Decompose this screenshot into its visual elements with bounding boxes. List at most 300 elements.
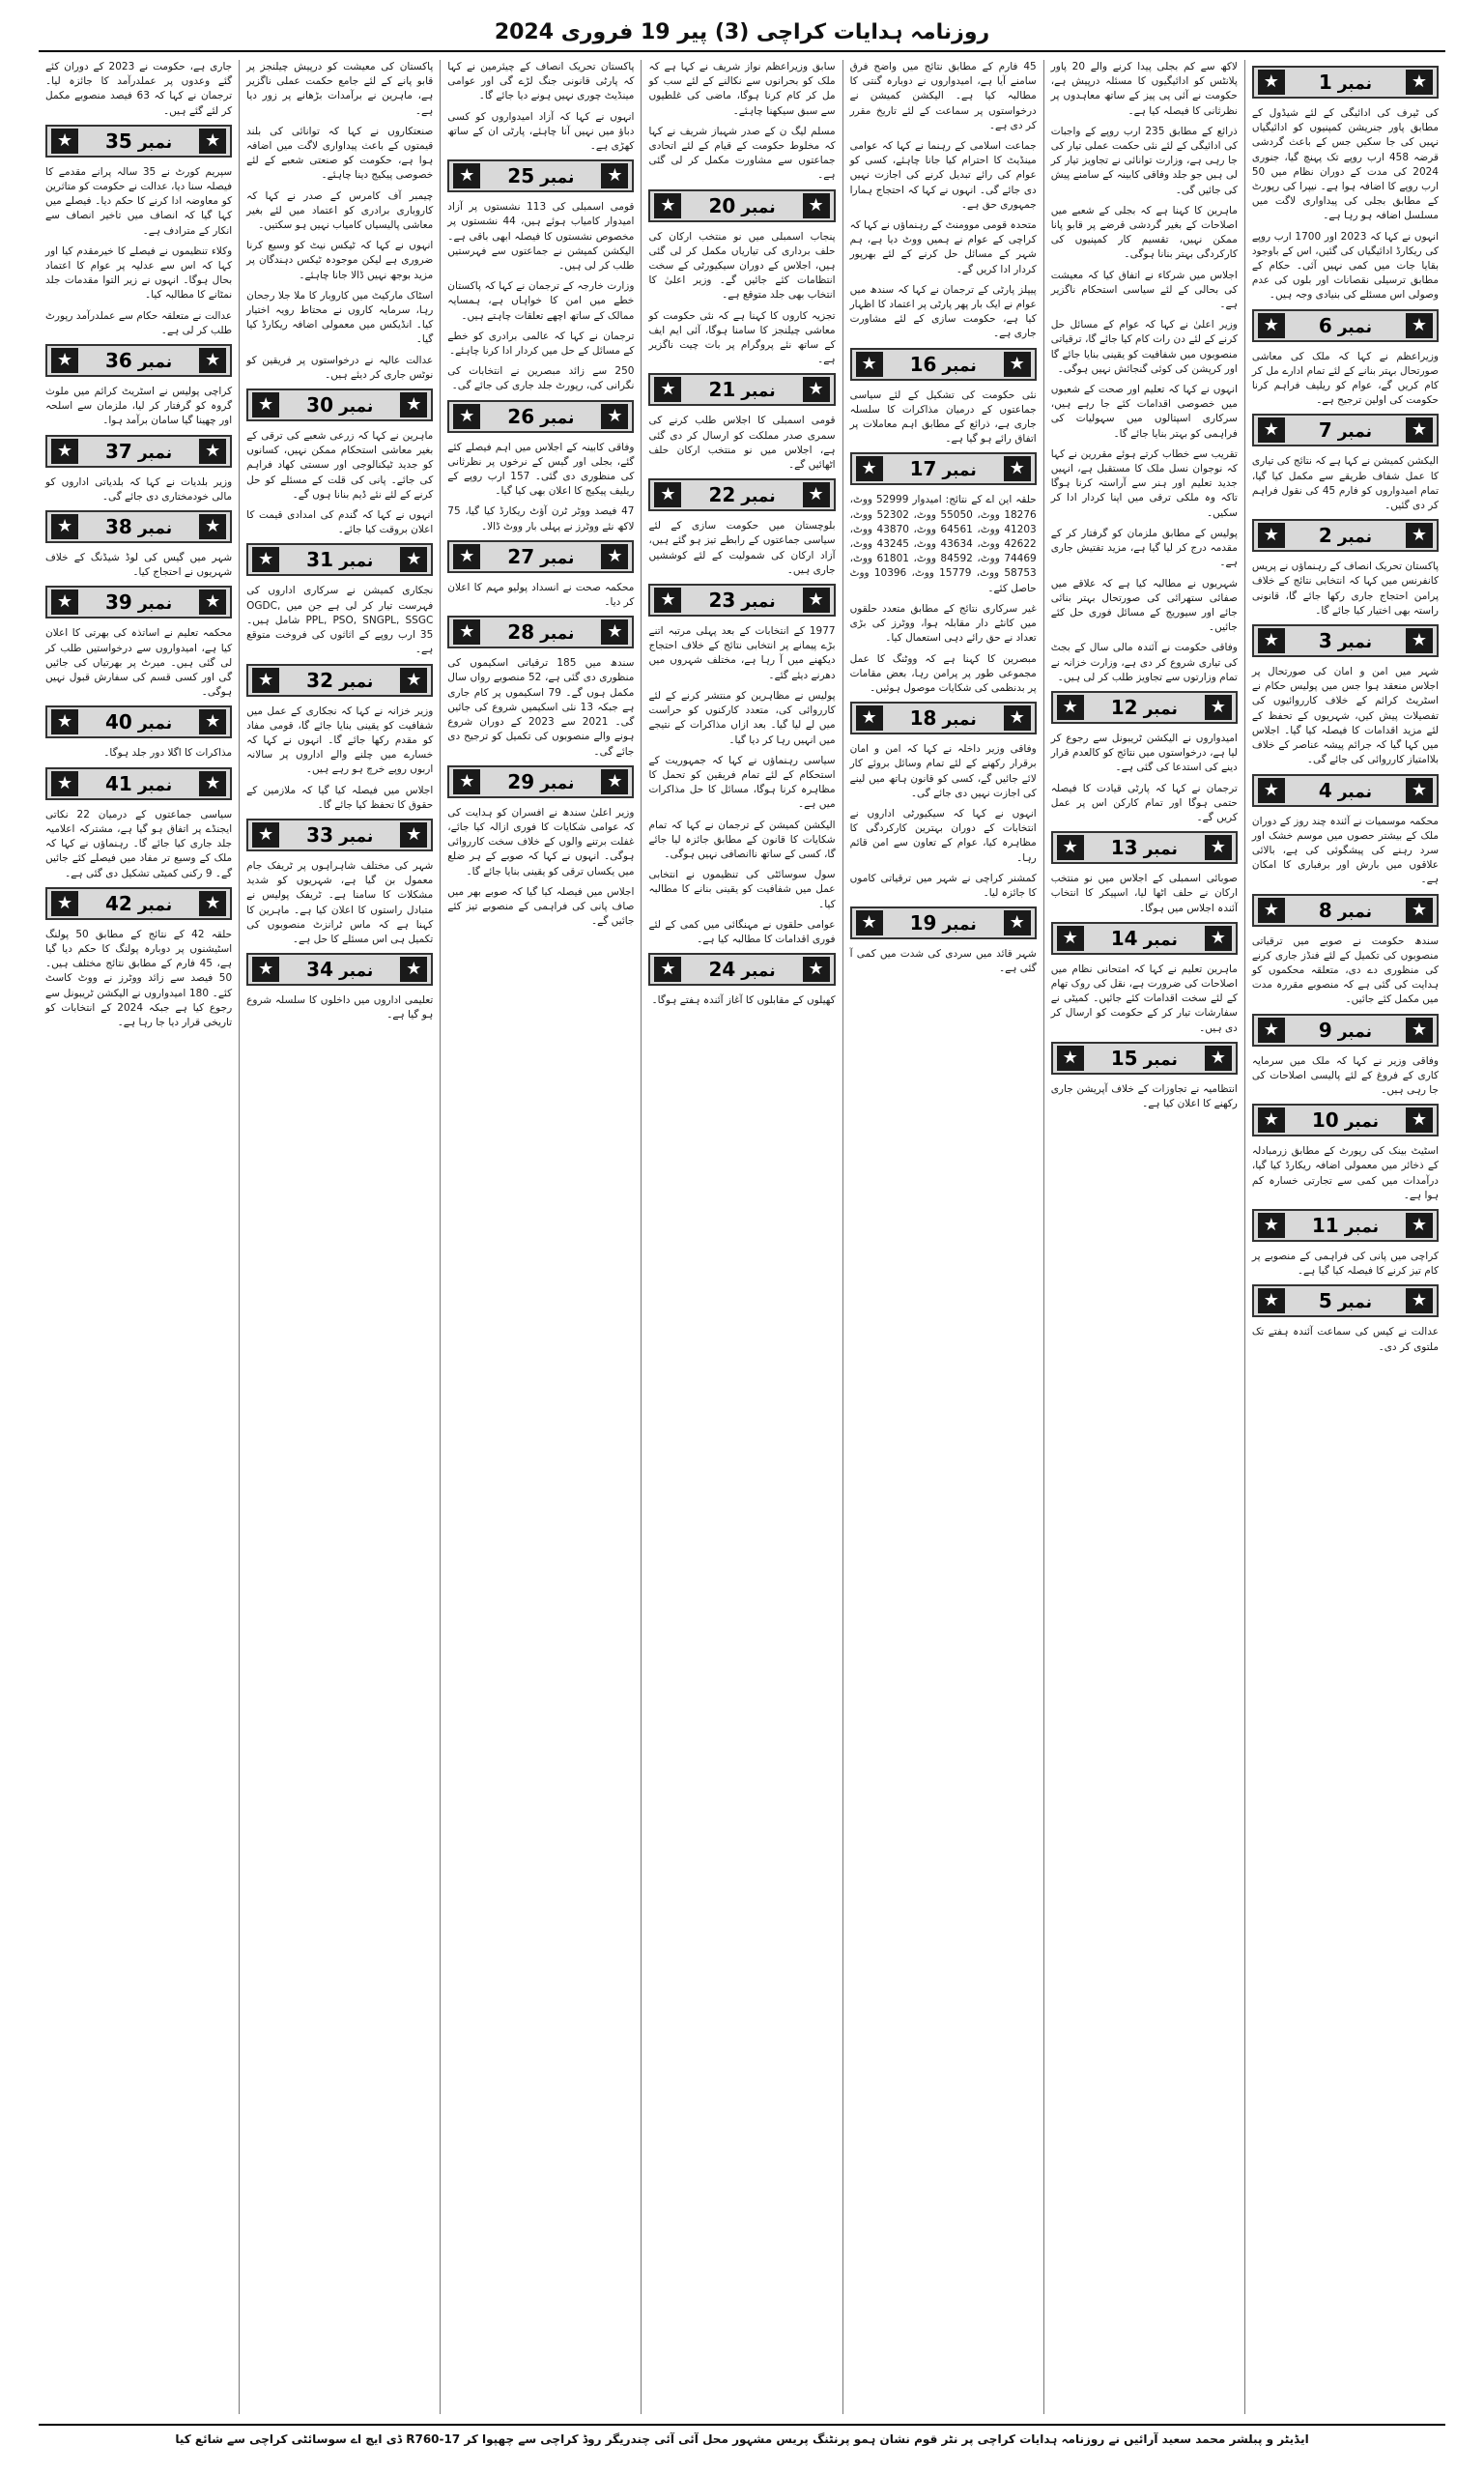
number-word: نمبر bbox=[741, 382, 776, 402]
star-icon: ★ bbox=[453, 544, 480, 569]
news-paragraph: شہر میں امن و امان کی صورتحال پر اجلاس منعقد ہوا جس میں پولیس حکام نے اسٹریٹ کرائم کے خلاف کارروائیوں کی تفصیلات پیش کیں، شہریوں کے تحفظ کے لئے مزید اقدامات کا فیصلہ کیا گیا۔ اجلاس میں کہا گیا کہ جرائم پیشہ عناصر کے خلاف بلاامتیاز کارروائی کی جائے گی۔ bbox=[1251, 666, 1439, 766]
news-paragraph: ذرائع کے مطابق 235 ارب روپے کے واجبات کی ادائیگی کے لئے نئی حکمت عملی تیار کی جا رہی ہے، وزارت توانائی نے تجاویز تیار کر لی ہیں جو جلد وفاقی کابینہ کے سامنے پیش کی جائیں گی۔ bbox=[1050, 125, 1238, 196]
item-number-label bbox=[78, 440, 199, 463]
item-number-label bbox=[681, 958, 802, 981]
number-word: نمبر bbox=[1337, 528, 1373, 548]
number-word: نمبر bbox=[1337, 1021, 1373, 1042]
news-paragraph: انہوں نے کہا کہ ٹیکس نیٹ کو وسیع کرنا ضروری ہے لیکن موجودہ ٹیکس دہندگان پر مزید بوجھ نہیں ڈالا جانا چاہئے۔ bbox=[246, 240, 434, 281]
item-number-box bbox=[1252, 519, 1439, 552]
item-number-box bbox=[246, 664, 433, 697]
star-icon: ★ bbox=[400, 668, 427, 693]
number-word: نمبر bbox=[137, 132, 173, 153]
item-number: 24 bbox=[708, 958, 736, 982]
item-number-box bbox=[1252, 1104, 1439, 1136]
item-number-box bbox=[1252, 66, 1439, 99]
star-icon: ★ bbox=[1258, 778, 1285, 803]
news-column bbox=[842, 60, 1043, 2414]
item-number-box bbox=[648, 478, 835, 511]
item-number: 1 bbox=[1318, 71, 1332, 94]
star-icon: ★ bbox=[856, 456, 883, 481]
news-paragraph: نجکاری کمیشن نے سرکاری اداروں کی فہرست تیار کر لی ہے جن میں OGDC, PPL, PSO, SNGPL, SSGC شامل ہیں۔ 35 ارب روپے کے اثاثوں کی فروخت متوقع ہے۔ bbox=[246, 585, 434, 656]
number-word: نمبر bbox=[339, 552, 374, 572]
number-word: نمبر bbox=[137, 714, 173, 734]
item-number-box bbox=[45, 887, 232, 920]
star-icon: ★ bbox=[400, 957, 427, 982]
number-word: نمبر bbox=[540, 168, 575, 188]
news-paragraph: انہوں نے کہا کہ گندم کی امدادی قیمت کا اعلان بروقت کیا جائے۔ bbox=[246, 509, 434, 536]
star-icon: ★ bbox=[1258, 628, 1285, 653]
star-icon: ★ bbox=[400, 547, 427, 572]
item-number-label bbox=[883, 457, 1004, 480]
item-number-label bbox=[1285, 524, 1406, 547]
star-icon: ★ bbox=[1406, 778, 1433, 803]
item-number-box bbox=[447, 616, 634, 648]
star-icon: ★ bbox=[1406, 1108, 1433, 1133]
item-number-label bbox=[681, 483, 802, 506]
item-number: 20 bbox=[708, 193, 736, 217]
item-number-label bbox=[883, 911, 1004, 935]
item-number-label bbox=[681, 378, 802, 401]
news-paragraph: کراچی پولیس نے اسٹریٹ کرائم میں ملوث گروہ کو گرفتار کر لیا، ملزمان سے اسلحہ اور چھینا گیا سامان برآمد ہوا۔ bbox=[45, 386, 233, 427]
star-icon: ★ bbox=[1004, 352, 1031, 377]
item-number: 42 bbox=[105, 891, 132, 915]
item-number-label bbox=[1285, 1214, 1406, 1237]
star-icon: ★ bbox=[803, 482, 830, 507]
item-number: 8 bbox=[1318, 898, 1332, 922]
number-word: نمبر bbox=[137, 895, 173, 915]
item-number: 35 bbox=[105, 129, 132, 153]
item-number-box bbox=[1252, 894, 1439, 927]
item-number: 11 bbox=[1311, 1213, 1339, 1237]
item-number: 36 bbox=[105, 349, 132, 373]
item-number-box bbox=[45, 767, 232, 800]
star-icon: ★ bbox=[453, 619, 480, 645]
item-number: 27 bbox=[507, 544, 535, 568]
news-paragraph: کراچی میں پانی کی فراہمی کے منصوبے پر کام تیز کرنے کا فیصلہ کیا گیا ہے۔ bbox=[1251, 1250, 1439, 1278]
star-icon: ★ bbox=[654, 957, 681, 982]
item-number-label bbox=[480, 405, 601, 428]
star-icon: ★ bbox=[1205, 835, 1232, 860]
star-icon: ★ bbox=[1258, 1288, 1285, 1313]
star-icon: ★ bbox=[1205, 695, 1232, 720]
star-icon: ★ bbox=[51, 709, 78, 734]
news-column bbox=[641, 60, 842, 2414]
star-icon: ★ bbox=[1258, 523, 1285, 548]
item-number: 38 bbox=[105, 515, 132, 539]
news-paragraph: الیکشن کمیشن کے ترجمان نے کہا کہ تمام شکایات کا قانون کے مطابق جائزہ لیا جائے گا، کسی کے ساتھ ناانصافی نہیں ہوگی۔ bbox=[648, 819, 836, 860]
number-word: نمبر bbox=[339, 397, 374, 417]
news-paragraph: وزیراعظم نے کہا کہ ملک کی معاشی صورتحال بہتر بنانے کے لئے تمام ادارے مل کر کام کریں گے، عوام کو ریلیف فراہم کرنا حکومت کی اولین ترجیح ہے۔ bbox=[1251, 350, 1439, 407]
item-number: 39 bbox=[105, 590, 132, 615]
news-paragraph: ترجمان نے کہا کہ پارٹی قیادت کا فیصلہ حتمی ہوگا اور تمام کارکن اس پر عمل کریں گے۔ bbox=[1050, 782, 1238, 823]
item-number-box bbox=[246, 543, 433, 576]
star-icon: ★ bbox=[1406, 417, 1433, 443]
item-number-box bbox=[447, 400, 634, 433]
star-icon: ★ bbox=[1205, 926, 1232, 951]
item-number-box bbox=[246, 953, 433, 986]
star-icon: ★ bbox=[1258, 70, 1285, 95]
item-number-label bbox=[279, 393, 400, 417]
news-paragraph: سیاسی جماعتوں کے درمیان 22 نکاتی ایجنڈے پر اتفاق ہو گیا ہے، مشترکہ اعلامیہ جلد جاری کیا جائے گا۔ رہنماؤں نے کہا کہ ملک کے وسیع تر مفاد میں فیصلے کئے جائیں گے۔ 9 رکنی کمیٹی تشکیل دی گئی ہے۔ bbox=[45, 808, 233, 879]
star-icon: ★ bbox=[1258, 1213, 1285, 1238]
news-paragraph: جماعت اسلامی کے رہنما نے کہا کہ عوامی مینڈیٹ کا احترام کیا جانا چاہئے، کسی کو عوام کی رائے تبدیل کرنے کی اجازت نہیں دی جائے گی۔ انہوں نے کہا کہ احتجاج ہمارا جمہوری حق ہے۔ bbox=[849, 140, 1037, 211]
item-number-box bbox=[648, 189, 835, 222]
item-number: 4 bbox=[1318, 778, 1332, 802]
star-icon: ★ bbox=[252, 822, 279, 848]
star-icon: ★ bbox=[1406, 898, 1433, 923]
news-paragraph: اجلاس میں فیصلہ کیا گیا کہ صوبے بھر میں صاف پانی کی فراہمی کے منصوبے تیز کئے جائیں گے۔ bbox=[447, 885, 635, 928]
news-paragraph: نئی حکومت کی تشکیل کے لئے سیاسی جماعتوں کے درمیان مذاکرات کا سلسلہ جاری ہے، ذرائع کے مطابق اہم معاملات پر اتفاق رائے ہو گیا ہے۔ bbox=[849, 388, 1037, 446]
star-icon: ★ bbox=[51, 891, 78, 916]
news-paragraph: وزیر اعلیٰ نے کہا کہ عوام کے مسائل حل کرنے کے لئے دن رات کام کیا جائے گا، ترقیاتی منصوبوں میں شفافیت کو یقینی بنایا جائے گا اور کرپشن کی کوئی گنجائش نہیں ہوگی۔ bbox=[1050, 319, 1238, 375]
star-icon: ★ bbox=[601, 163, 628, 188]
star-icon: ★ bbox=[1258, 898, 1285, 923]
news-paragraph: الیکشن کمیشن نے کہا ہے کہ نتائج کی تیاری کا عمل شفاف طریقے سے مکمل کیا گیا، تمام امیدواروں کو فارم 45 کی نقول فراہم کر دی گئیں۔ bbox=[1251, 455, 1439, 512]
star-icon: ★ bbox=[1057, 1046, 1084, 1071]
item-number-label bbox=[78, 892, 199, 915]
item-number-box bbox=[45, 125, 232, 158]
item-number-label bbox=[1084, 927, 1205, 950]
number-word: نمبر bbox=[339, 672, 374, 692]
number-word: نمبر bbox=[741, 197, 776, 217]
star-icon: ★ bbox=[601, 404, 628, 429]
star-icon: ★ bbox=[199, 348, 226, 373]
news-paragraph: اجلاس میں شرکاء نے اتفاق کیا کہ معیشت کی بحالی کے لئے سیاسی استحکام ناگزیر ہے۔ bbox=[1050, 269, 1238, 311]
item-number: 2 bbox=[1318, 524, 1332, 548]
item-number-label bbox=[883, 353, 1004, 376]
item-number-box bbox=[850, 702, 1037, 734]
item-number: 10 bbox=[1311, 1108, 1339, 1133]
item-number-box bbox=[1051, 831, 1238, 864]
star-icon: ★ bbox=[400, 392, 427, 417]
news-paragraph: وزیر اعلیٰ سندھ نے افسران کو ہدایت کی کہ عوامی شکایات کا فوری ازالہ کیا جائے، غفلت برتنے والوں کے خلاف سخت کارروائی ہوگی۔ انہوں نے کہا کہ صوبے کے ہر ضلع میں یکساں ترقی کو یقینی بنایا جائے گا۔ bbox=[447, 806, 635, 877]
news-paragraph: سندھ حکومت نے صوبے میں ترقیاتی منصوبوں کی تکمیل کے لئے فنڈز جاری کرنے کی منظوری دے دی، متعلقہ محکموں کو ہدایت کی گئی ہے کہ منصوبے مقررہ مدت میں مکمل کئے جائیں۔ bbox=[1251, 935, 1439, 1006]
star-icon: ★ bbox=[1406, 523, 1433, 548]
item-number-label bbox=[883, 706, 1004, 730]
number-word: نمبر bbox=[1143, 930, 1178, 950]
number-word: نمبر bbox=[1344, 1112, 1379, 1133]
number-word: نمبر bbox=[339, 962, 374, 982]
star-icon: ★ bbox=[51, 439, 78, 464]
number-word: نمبر bbox=[137, 594, 173, 615]
item-number: 26 bbox=[507, 404, 535, 428]
item-number-label bbox=[480, 164, 601, 187]
number-word: نمبر bbox=[1143, 840, 1178, 860]
news-paragraph: عدالت عالیہ نے درخواستوں پر فریقین کو نوٹس جاری کر دیئے ہیں۔ bbox=[246, 354, 434, 381]
number-word: نمبر bbox=[942, 915, 977, 935]
item-number-label bbox=[78, 772, 199, 795]
star-icon: ★ bbox=[252, 547, 279, 572]
item-number-box bbox=[447, 765, 634, 798]
star-icon: ★ bbox=[1057, 695, 1084, 720]
news-paragraph: ماہرین تعلیم نے کہا کہ امتحانی نظام میں اصلاحات کی ضرورت ہے، نقل کی روک تھام کے لئے سخت اقدامات کئے جائیں۔ کمیٹی نے سفارشات تیار کر کے حکومت کو ارسال کر دی ہیں۔ bbox=[1050, 963, 1238, 1034]
news-paragraph: پیپلز پارٹی کے ترجمان نے کہا کہ سندھ میں عوام نے ایک بار پھر پارٹی پر اعتماد کا اظہار کیا ہے، حکومت سازی کے لئے مشاورت جاری ہے۔ bbox=[849, 283, 1037, 340]
news-paragraph: 250 سے زائد مبصرین نے انتخابات کی نگرانی کی، رپورٹ جلد جاری کی جائے گی۔ bbox=[447, 365, 635, 392]
news-paragraph: وزیر خزانہ نے کہا کہ نجکاری کے عمل میں شفافیت کو یقینی بنایا جائے گا، قومی مفاد کو مقدم رکھا جائے گا۔ انہوں نے کہا کہ خسارے میں چلنے والے اداروں پر سالانہ اربوں روپے خرچ ہو رہے ہیں۔ bbox=[246, 705, 434, 776]
star-icon: ★ bbox=[51, 771, 78, 796]
number-word: نمبر bbox=[741, 962, 776, 982]
news-paragraph: سیاسی رہنماؤں نے کہا کہ جمہوریت کے استحکام کے لئے تمام فریقین کو تحمل کا مظاہرہ کرنا ہوگا، مسائل کا حل مذاکرات میں ہے۔ bbox=[648, 754, 836, 811]
star-icon: ★ bbox=[199, 514, 226, 539]
news-paragraph: تعلیمی اداروں میں داخلوں کا سلسلہ شروع ہو گیا ہے۔ bbox=[246, 994, 434, 1021]
item-number-label bbox=[279, 548, 400, 571]
number-word: نمبر bbox=[1143, 699, 1178, 719]
star-icon: ★ bbox=[453, 404, 480, 429]
item-number-label bbox=[78, 710, 199, 734]
star-icon: ★ bbox=[51, 129, 78, 154]
item-number-box bbox=[1252, 1284, 1439, 1317]
item-number-label bbox=[279, 823, 400, 847]
number-word: نمبر bbox=[942, 710, 977, 731]
star-icon: ★ bbox=[654, 377, 681, 402]
item-number-box bbox=[850, 452, 1037, 485]
item-number: 5 bbox=[1318, 1289, 1332, 1313]
star-icon: ★ bbox=[1258, 313, 1285, 338]
item-number-label bbox=[480, 770, 601, 793]
number-word: نمبر bbox=[1143, 1050, 1178, 1070]
news-paragraph: 1977 کے انتخابات کے بعد پہلی مرتبہ اتنے بڑے پیمانے پر انتخابی نتائج کے خلاف احتجاج دیکھنے میں آ رہا ہے، مختلف شہروں میں دھرنے دیئے گئے۔ bbox=[648, 625, 836, 681]
number-word: نمبر bbox=[741, 592, 776, 613]
news-paragraph: تقریب سے خطاب کرتے ہوئے مقررین نے کہا کہ نوجوان نسل ملک کا مستقبل ہے، انہیں جدید تعلیم اور ہنر سے آراستہ کرنا ہوگا تاکہ وہ ملکی ترقی میں اپنا کردار ادا کر سکیں۔ bbox=[1050, 447, 1238, 519]
item-number: 19 bbox=[909, 911, 937, 935]
news-paragraph: اسٹاک مارکیٹ میں کاروبار کا ملا جلا رجحان رہا، سرمایہ کاروں نے محتاط رویہ اختیار کیا۔ انڈیکس میں معمولی اضافہ ریکارڈ کیا گیا۔ bbox=[246, 289, 434, 346]
item-number-box bbox=[850, 348, 1037, 381]
item-number-label bbox=[78, 129, 199, 153]
number-word: نمبر bbox=[339, 826, 374, 847]
star-icon: ★ bbox=[1406, 313, 1433, 338]
news-column bbox=[1244, 60, 1445, 2414]
imprint-footer: ایڈیٹر و پبلشر محمد سعید آرائیں نے روزنامہ ہدایات کراچی پر نٹر قوم نشان ہمو پرنٹنگ پریس مشہور محل آئی آئی چندریگر روڈ کراچی سے چھپوا کر R760-17 ڈی ایچ اے سوسائٹی کراچی سے شائع کیا bbox=[39, 2424, 1445, 2453]
news-paragraph: عدالت نے کیس کی سماعت آئندہ ہفتے تک ملتوی کر دی۔ bbox=[1251, 1326, 1439, 1353]
news-paragraph: ترجمان نے کہا کہ عالمی برادری کو خطے کے مسائل کے حل میں کردار ادا کرنا چاہئے۔ bbox=[447, 330, 635, 358]
news-paragraph: محکمہ صحت نے انسداد پولیو مہم کا اعلان کر دیا۔ bbox=[447, 581, 635, 609]
news-paragraph: پاکستان کی معیشت کو درپیش چیلنجز پر قابو پانے کے لئے جامع حکمت عملی ناگزیر ہے، ماہرین نے برآمدات بڑھانے پر زور دیا ہے۔ bbox=[246, 61, 434, 117]
news-column bbox=[239, 60, 440, 2414]
number-word: نمبر bbox=[137, 519, 173, 539]
item-number: 7 bbox=[1318, 418, 1332, 443]
item-number-label bbox=[1285, 1108, 1406, 1132]
news-paragraph: شہر قائد میں سردی کی شدت میں کمی آ گئی ہے۔ bbox=[849, 948, 1037, 975]
news-column bbox=[39, 60, 239, 2414]
news-paragraph: کمشنر کراچی نے شہر میں ترقیاتی کاموں کا جائزہ لیا۔ bbox=[849, 872, 1037, 899]
star-icon: ★ bbox=[856, 910, 883, 935]
star-icon: ★ bbox=[803, 377, 830, 402]
item-number-box bbox=[1252, 1209, 1439, 1242]
number-word: نمبر bbox=[1337, 902, 1373, 922]
number-word: نمبر bbox=[1337, 74, 1373, 94]
item-number-label bbox=[78, 349, 199, 372]
star-icon: ★ bbox=[654, 482, 681, 507]
star-icon: ★ bbox=[856, 352, 883, 377]
news-paragraph: مذاکرات کا اگلا دور جلد ہوگا۔ bbox=[103, 747, 233, 760]
item-number-box bbox=[246, 388, 433, 421]
item-number: 9 bbox=[1318, 1018, 1332, 1042]
star-icon: ★ bbox=[1258, 1108, 1285, 1133]
number-word: نمبر bbox=[1337, 633, 1373, 653]
star-icon: ★ bbox=[1057, 835, 1084, 860]
news-paragraph: وفاقی وزیر داخلہ نے کہا کہ امن و امان برقرار رکھنے کے لئے تمام وسائل بروئے کار لائے جائیں گے، کسی کو قانون ہاتھ میں لینے کی اجازت نہیں دی جائے گی۔ bbox=[849, 743, 1037, 799]
news-paragraph: وفاقی کابینہ کے اجلاس میں اہم فیصلے کئے گئے، بجلی اور گیس کے نرخوں پر نظرثانی کی منظوری دی گئی۔ 157 ارب روپے کے ریلیف پیکیج کا اعلان بھی کیا گیا۔ bbox=[447, 441, 635, 498]
number-word: نمبر bbox=[137, 353, 173, 373]
star-icon: ★ bbox=[1406, 1213, 1433, 1238]
item-number: 28 bbox=[507, 620, 535, 645]
item-number-label bbox=[1285, 899, 1406, 922]
item-number-label bbox=[1285, 314, 1406, 337]
star-icon: ★ bbox=[1406, 70, 1433, 95]
star-icon: ★ bbox=[1057, 926, 1084, 951]
star-icon: ★ bbox=[1406, 628, 1433, 653]
news-paragraph: بلوچستان میں حکومت سازی کے لئے سیاسی جماعتوں کے رابطے تیز ہو گئے ہیں، آزاد ارکان کی شمولیت کے لئے کوششیں جاری ہیں۔ bbox=[648, 520, 836, 576]
news-paragraph: لاکھ سے کم بجلی پیدا کرنے والے 20 پاور پلانٹس کو ادائیگیوں کا مسئلہ درپیش ہے، حکومت نے آئی پی پیز کے ساتھ معاہدوں پر نظرثانی کا فیصلہ کیا ہے۔ bbox=[1050, 61, 1238, 117]
item-number-label bbox=[1084, 696, 1205, 719]
star-icon: ★ bbox=[1004, 456, 1031, 481]
news-paragraph: وکلاء تنظیموں نے فیصلے کا خیرمقدم کیا اور کہا کہ اس سے عدلیہ پر عوام کا اعتماد بحال ہوگا۔ انہوں نے زیر التوا مقدمات جلد نمٹانے کا مطالبہ کیا۔ bbox=[45, 245, 233, 302]
item-number-label bbox=[1285, 1289, 1406, 1312]
item-number-box bbox=[1051, 1042, 1238, 1075]
item-number-box bbox=[246, 819, 433, 851]
item-number-label bbox=[78, 590, 199, 614]
star-icon: ★ bbox=[453, 163, 480, 188]
news-paragraph: حلقہ این اے کے نتائج: امیدوار 52999 ووٹ، 18276 ووٹ، 55050 ووٹ، 52302 ووٹ، 41203 ووٹ، 64561 ووٹ، 43870 ووٹ، 42622 ووٹ، 43634 ووٹ، 43245 ووٹ، 74469 ووٹ، 84592 ووٹ، 61801 ووٹ، 58753 ووٹ، 15779 ووٹ، 10396 ووٹ حاصل کئے۔ bbox=[849, 494, 1037, 594]
news-paragraph: سندھ میں 185 ترقیاتی اسکیموں کی منظوری دی گئی ہے، 52 منصوبے رواں سال مکمل ہوں گے۔ 79 اسکیموں پر کام جاری ہے جبکہ 13 نئی اسکیمیں شروع کی جائیں گی۔ 2021 سے 2023 کے دوران شروع ہونے والے منصوبوں کی تکمیل کو ترجیح دی جائے گی۔ bbox=[447, 657, 635, 758]
news-paragraph: محکمہ موسمیات نے آئندہ چند روز کے دوران ملک کے بیشتر حصوں میں موسم خشک اور سرد رہنے کی پیشگوئی کی ہے، بالائی علاقوں میں بارش اور برفباری کا امکان ہے۔ bbox=[1251, 815, 1439, 886]
star-icon: ★ bbox=[1406, 1288, 1433, 1313]
star-icon: ★ bbox=[199, 771, 226, 796]
item-number-box bbox=[1252, 774, 1439, 807]
item-number-label bbox=[1084, 1047, 1205, 1070]
news-paragraph: مسلم لیگ ن کے صدر شہباز شریف نے کہا کہ مخلوط حکومت کے قیام کے لئے اتحادی جماعتوں سے مشاورت مکمل کر لی گئی ہے۔ bbox=[648, 125, 836, 182]
item-number: 25 bbox=[507, 164, 535, 188]
item-number-label bbox=[1285, 1019, 1406, 1042]
star-icon: ★ bbox=[51, 348, 78, 373]
star-icon: ★ bbox=[252, 668, 279, 693]
star-icon: ★ bbox=[1258, 417, 1285, 443]
news-paragraph: محکمہ تعلیم نے اساتذہ کی بھرتی کا اعلان کیا ہے، امیدواروں سے درخواستیں طلب کر لی گئی ہیں۔ میرٹ پر بھرتیاں کی جائیں گی اور کسی قسم کی سفارش قبول نہیں ہوگی۔ bbox=[45, 627, 233, 699]
item-number: 29 bbox=[507, 769, 535, 793]
star-icon: ★ bbox=[199, 590, 226, 615]
number-word: نمبر bbox=[942, 356, 977, 376]
item-number: 30 bbox=[306, 393, 333, 417]
star-icon: ★ bbox=[1004, 910, 1031, 935]
news-paragraph: عوامی حلقوں نے مہنگائی میں کمی کے لئے فوری اقدامات کا مطالبہ کیا ہے۔ bbox=[648, 918, 836, 945]
item-number-box bbox=[648, 373, 835, 406]
masthead: روزنامہ ہدایات کراچی (3) پیر 19 فروری 2024 bbox=[39, 14, 1445, 52]
item-number-box bbox=[45, 510, 232, 543]
news-paragraph: ماہرین کا کہنا ہے کہ بجلی کے شعبے میں اصلاحات کے بغیر گردشی قرضے پر قابو پانا ممکن نہیں، تقسیم کار کمپنیوں کی کارکردگی بہتر بنانا ہوگی۔ bbox=[1050, 204, 1238, 261]
item-number: 37 bbox=[105, 439, 132, 463]
item-number-label bbox=[1285, 779, 1406, 802]
news-paragraph: انہوں نے کہا کہ 2023 اور 1700 ارب روپے کی ریکارڈ ادائیگیاں کی گئیں، اس کے باوجود بقایا جات میں کمی نہیں آئی۔ حکام کے مطابق ترسیلی نقصانات اور بلوں کی عدم وصولی اس مسئلے کی بنیادی وجہ ہیں۔ bbox=[1251, 230, 1439, 302]
star-icon: ★ bbox=[1406, 1018, 1433, 1043]
star-icon: ★ bbox=[199, 891, 226, 916]
star-icon: ★ bbox=[199, 709, 226, 734]
news-paragraph: صوبائی اسمبلی کے اجلاس میں نو منتخب ارکان نے حلف اٹھا لیا، اسپیکر کا انتخاب آئندہ اجلاس میں ہوگا۔ bbox=[1050, 873, 1238, 914]
newspaper-page bbox=[39, 60, 1445, 2414]
news-column bbox=[1043, 60, 1244, 2414]
item-number: 3 bbox=[1318, 629, 1332, 653]
news-paragraph: شہر میں گیس کی لوڈ شیڈنگ کے خلاف شہریوں نے احتجاج کیا۔ bbox=[45, 552, 233, 579]
item-number-box bbox=[1252, 414, 1439, 446]
item-number-box bbox=[1051, 922, 1238, 955]
number-word: نمبر bbox=[1337, 1293, 1373, 1313]
item-number: 22 bbox=[708, 483, 736, 507]
news-paragraph: امیدواروں نے الیکشن ٹریبونل سے رجوع کر لیا ہے، درخواستوں میں نتائج کو کالعدم قرار دینے کی استدعا کی گئی ہے۔ bbox=[1050, 732, 1238, 774]
news-paragraph: کی ٹیرف کی ادائیگی کے لئے شیڈول کے مطابق پاور جنریشن کمپنیوں کو ادائیگیاں نہیں کی جا سکیں جس کے باعث گردشی قرضہ 458 ارب روپے تک پہنچ گیا، جنوری 2024 کی مدت کے دوران نظام میں 50 ارب روپے کا اضافہ ہوا ہے۔ نیپرا کی رپورٹ کے مطابق بجلی کی پیداواری لاگت میں مسلسل اضافہ ہو رہا ہے۔ bbox=[1251, 107, 1440, 222]
news-paragraph: سول سوسائٹی کی تنظیموں نے انتخابی عمل میں شفافیت کو یقینی بنانے کا مطالبہ کیا۔ bbox=[648, 869, 836, 910]
item-number: 23 bbox=[708, 589, 736, 613]
star-icon: ★ bbox=[1004, 705, 1031, 731]
item-number: 14 bbox=[1110, 926, 1138, 950]
number-word: نمبر bbox=[137, 775, 173, 795]
news-paragraph: وفاقی حکومت نے آئندہ مالی سال کے بجٹ کی تیاری شروع کر دی ہے، وزارت خزانہ نے تمام وزارتوں سے تجاویز طلب کر لی ہیں۔ bbox=[1050, 642, 1238, 683]
star-icon: ★ bbox=[1258, 1018, 1285, 1043]
news-paragraph: پولیس نے مظاہرین کو منتشر کرنے کے لئے کارروائی کی، متعدد کارکنوں کو حراست میں لے لیا گیا۔ بعد ازاں مذاکرات کے نتیجے میں انہیں رہا کر دیا گیا۔ bbox=[648, 689, 836, 746]
news-paragraph: ماہرین نے کہا کہ زرعی شعبے کی ترقی کے بغیر معاشی استحکام ممکن نہیں، کسانوں کو جدید ٹیکنالوجی اور سستی کھاد فراہم کی جائے۔ پانی کی قلت کے مسئلے کو حل کرنے کے لئے نئے ڈیم بنانا ہوں گے۔ bbox=[246, 430, 434, 501]
star-icon: ★ bbox=[199, 439, 226, 464]
star-icon: ★ bbox=[51, 514, 78, 539]
item-number: 33 bbox=[306, 822, 333, 847]
number-word: نمبر bbox=[540, 773, 575, 793]
number-word: نمبر bbox=[540, 408, 575, 428]
number-word: نمبر bbox=[1344, 1217, 1379, 1237]
item-number-box bbox=[45, 344, 232, 377]
news-paragraph: متحدہ قومی موومنٹ کے رہنماؤں نے کہا کہ کراچی کے عوام نے ہمیں ووٹ دیا ہے، ہم شہر کے مسائل حل کرنے کے لئے بھرپور کردار ادا کریں گے۔ bbox=[849, 219, 1037, 275]
news-paragraph: انہوں نے کہا کہ سیکیورٹی اداروں نے انتخابات کے دوران بہترین کارکردگی کا مظاہرہ کیا، عوام کے تعاون سے امن قائم رہا۔ bbox=[849, 807, 1037, 864]
item-number-box bbox=[850, 906, 1037, 939]
number-word: نمبر bbox=[942, 461, 977, 481]
item-number-label bbox=[78, 515, 199, 538]
item-number: 16 bbox=[909, 352, 937, 376]
item-number-box bbox=[648, 584, 835, 617]
news-paragraph: اسٹیٹ بینک کی رپورٹ کے مطابق زرمبادلہ کے ذخائر میں معمولی اضافہ ریکارڈ کیا گیا، درآمدات میں کمی سے تجارتی خسارہ کم ہوا ہے۔ bbox=[1251, 1145, 1439, 1201]
number-word: نمبر bbox=[540, 624, 575, 645]
star-icon: ★ bbox=[856, 705, 883, 731]
news-paragraph: اجلاس میں فیصلہ کیا گیا کہ ملازمین کے حقوق کا تحفظ کیا جائے گا۔ bbox=[246, 784, 434, 811]
star-icon: ★ bbox=[654, 193, 681, 218]
item-number-box bbox=[1252, 624, 1439, 657]
item-number: 6 bbox=[1318, 313, 1332, 337]
item-number-label bbox=[279, 958, 400, 981]
star-icon: ★ bbox=[601, 544, 628, 569]
item-number-box bbox=[1252, 309, 1439, 342]
item-number-label bbox=[480, 545, 601, 568]
item-number-label bbox=[1285, 629, 1406, 652]
item-number-box bbox=[45, 705, 232, 738]
news-paragraph: وزارت خارجہ کے ترجمان نے کہا کہ پاکستان خطے میں امن کا خواہاں ہے، ہمسایہ ممالک کے ساتھ اچھے تعلقات چاہتے ہیں۔ bbox=[447, 280, 635, 322]
star-icon: ★ bbox=[51, 590, 78, 615]
number-word: نمبر bbox=[137, 443, 173, 463]
star-icon: ★ bbox=[601, 769, 628, 794]
news-paragraph: مبصرین کا کہنا ہے کہ ووٹنگ کا عمل مجموعی طور پر پرامن رہا، بعض مقامات پر بدنظمی کی شکایات موصول ہوئیں۔ bbox=[849, 652, 1037, 694]
item-number: 34 bbox=[306, 958, 333, 982]
news-paragraph: شہریوں نے مطالبہ کیا ہے کہ علاقے میں صفائی ستھرائی کی صورتحال بہتر بنائی جائے اور سیوریج کے مسائل فوری حل کئے جائیں۔ bbox=[1050, 577, 1238, 634]
item-number-label bbox=[1285, 71, 1406, 94]
item-number: 21 bbox=[708, 378, 736, 402]
news-paragraph: سابق وزیراعظم نواز شریف نے کہا ہے کہ ملک کو بحرانوں سے نکالنے کے لئے سب کو مل کر کام کرنا ہوگا، ماضی کی غلطیوں سے سبق سیکھنا چاہئے۔ bbox=[648, 61, 836, 117]
news-paragraph: انہوں نے کہا کہ تعلیم اور صحت کے شعبوں میں خصوصی اقدامات کئے جا رہے ہیں، سرکاری اسپتالوں میں سہولیات کی فراہمی کو بہتر بنایا جائے گا۔ bbox=[1050, 384, 1238, 440]
news-paragraph: قومی اسمبلی کی 113 نشستوں پر آزاد امیدوار کامیاب ہوئے ہیں، 44 نشستوں پر مخصوص نشستوں کا فیصلہ ابھی باقی ہے۔ الیکشن کمیشن نے جماعتوں سے فہرستیں طلب کر لی ہیں۔ bbox=[447, 201, 635, 273]
item-number: 40 bbox=[105, 710, 132, 734]
item-number-box bbox=[648, 953, 835, 986]
number-word: نمبر bbox=[540, 548, 575, 568]
item-number: 12 bbox=[1110, 695, 1138, 719]
news-paragraph: صنعتکاروں نے کہا کہ توانائی کی بلند قیمتوں کے باعث پیداواری لاگت میں اضافہ ہوا ہے، حکومت کو صنعتی شعبے کے لئے خصوصی پیکیج دینا چاہئے۔ bbox=[246, 125, 434, 182]
item-number-box bbox=[447, 159, 634, 192]
item-number: 18 bbox=[909, 706, 937, 731]
news-paragraph: چیمبر آف کامرس کے صدر نے کہا کہ کاروباری برادری کو اعتماد میں لئے بغیر معاشی پالیسیاں کامیاب نہیں ہو سکتیں۔ bbox=[246, 189, 434, 232]
news-paragraph: جاری ہے، حکومت نے 2023 کے دوران کئے گئے وعدوں پر عملدرآمد کا جائزہ لیا۔ ترجمان نے کہا کہ 63 فیصد منصوبے مکمل کر لئے گئے ہیں۔ bbox=[45, 61, 233, 117]
star-icon: ★ bbox=[400, 822, 427, 848]
